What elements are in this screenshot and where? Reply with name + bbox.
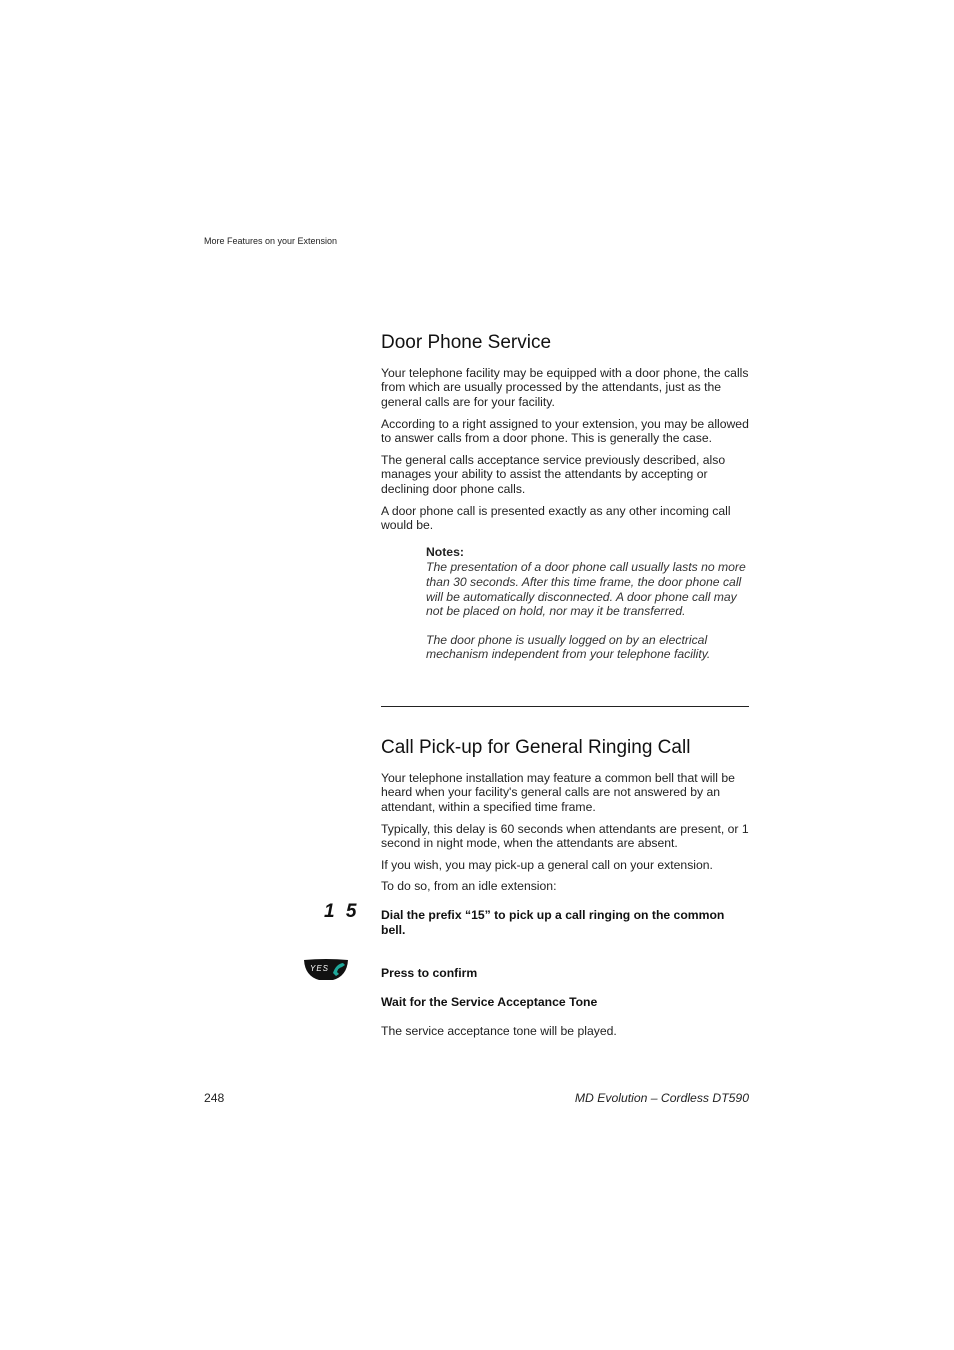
yes-key-icon [303,958,349,981]
notes-block [426,545,750,662]
pickup-paragraph-4: To do so, from an idle extension: [381,879,557,894]
product-name: MD Evolution – Cordless DT590 [574,1091,749,1105]
running-header: More Features on your Extension [204,236,338,246]
pickup-paragraph-2: Typically, this delay is 60 seconds when attendants are present, or 1 second in night mode, when the attendants are absent. [381,821,749,851]
page-number: 248 [204,1091,225,1105]
pickup-title: Call Pick-up for General Ringing Call [381,737,691,758]
confirm-step-text: Press to confirm [381,966,478,980]
pickup-section [381,738,749,901]
section-divider [381,706,749,707]
note-item-1: The presentation of a door phone call usually lasts no more than 30 seconds. After this time frame, the door phone call will be automatically disconnected. A door phone call may not be placed on hold, nor may it be transferred. [426,560,746,619]
door-phone-paragraph-2: According to a right assigned to your extension, you may be allowed to answer calls from a door phone. This is generally the case. [381,416,749,446]
door-phone-paragraph-3: The general calls acceptance service previously described, also manages your ability to assist the attendants by accepting or declining door phone calls. [381,452,726,497]
dial-step-text: Dial the prefix “15” to pick up a call ringing on the common bell. [381,908,725,937]
note-item-2: The door phone is usually logged on by an electrical mechanism independent from your telephone facility. [426,632,711,662]
dial-digits-key: 1 5 [324,901,360,922]
yes-key-label: YES [310,964,330,973]
door-phone-title: Door Phone Service [381,332,552,353]
door-phone-section [381,333,749,676]
door-phone-paragraph-4: A door phone call is presented exactly as any other incoming call would be. [381,503,731,533]
result-text: The service acceptance tone will be played. [381,1024,617,1038]
pickup-paragraph-1: Your telephone installation may feature a common bell that will be heard when your facility's general calls are not answered by an attendant, within a specified time frame. [381,770,735,815]
wait-step-text: Wait for the Service Acceptance Tone [381,995,598,1009]
door-phone-paragraph-1: Your telephone facility may be equipped with a door phone, the calls from which are usually processed by the attendants, just as the general calls are for your facility. [381,365,749,410]
notes-label: Notes: [426,544,464,559]
pickup-paragraph-3: If you wish, you may pick-up a general call on your extension. [381,857,713,872]
